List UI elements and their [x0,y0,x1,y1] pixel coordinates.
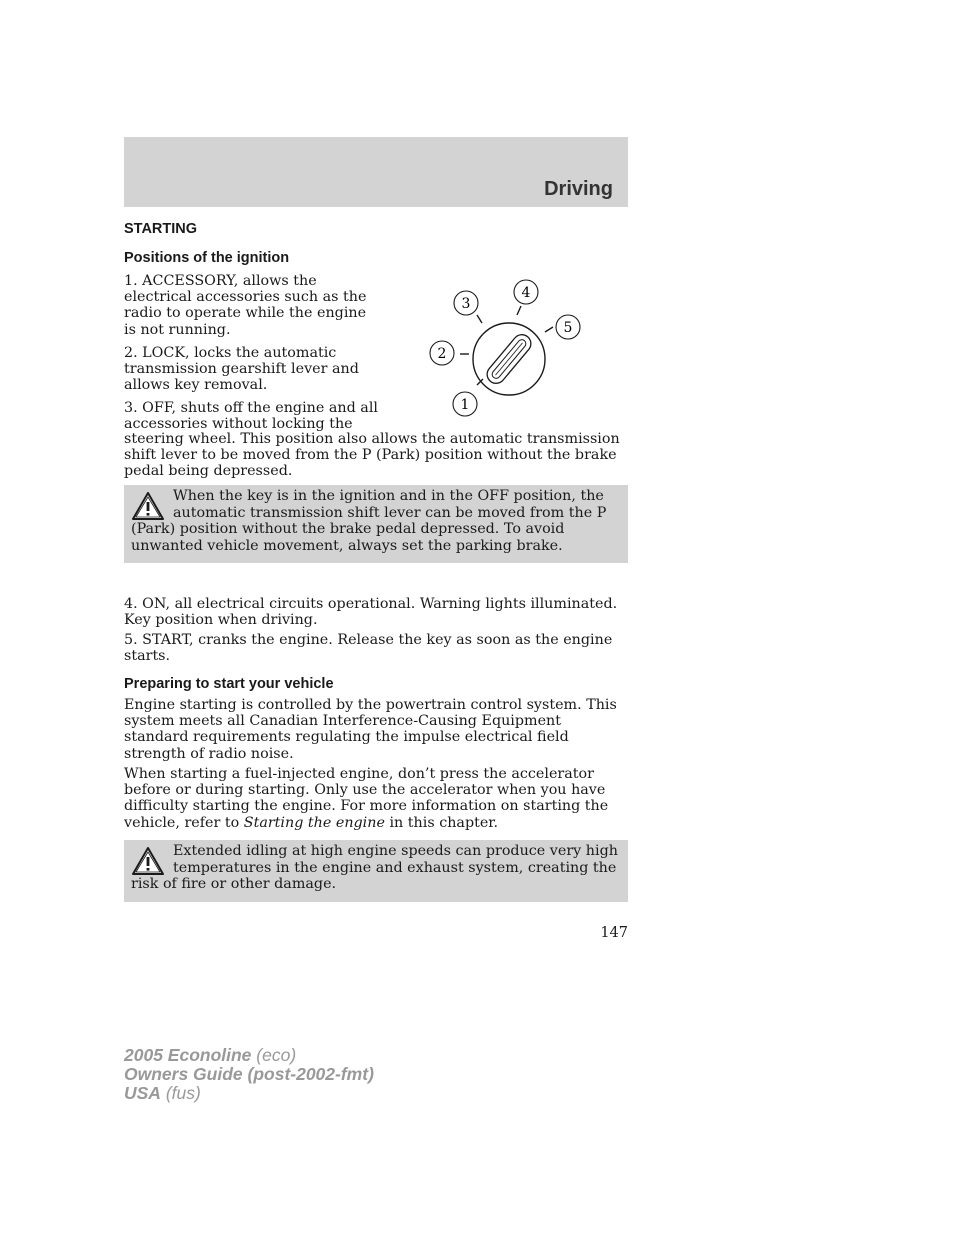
powertrain-paragraph: Engine starting is controlled by the powertrain control system. This system meets all Canadian Interference-Causing Equipment standard requirements regulating the impulse electrical field strength of radio noise. [124,697,617,762]
footer-line-model: 2005 Econoline (eco) [124,1045,297,1065]
warning-triangle-icon [131,491,165,521]
label-4 [514,280,538,304]
item-accessory: 1. ACCESSORY, allows the electrical accessories such as the radio to operate while the engine is not running. [124,273,367,338]
section-title: Driving [544,178,613,200]
warning-text-off-position: When the key is in the ignition and in the OFF position, the automatic transmission shift lever can be moved from the P (Park) position without the brake pedal depressed. To avoid unwanted vehicle movement, always set the parking brake. [131,488,607,554]
item-start: 5. START, cranks the engine. Release the key as soon as the engine starts. [124,632,613,665]
footer-line-market: USA (fus) [124,1083,201,1103]
ignition-diagram [420,272,590,422]
svg-text:5: 5 [563,320,573,336]
preparing-heading: Preparing to start your vehicle [124,676,334,692]
tick-5 [545,327,553,332]
starting-heading: STARTING [124,221,198,237]
svg-text:1: 1 [460,397,470,413]
svg-text:3: 3 [461,296,471,312]
warning-box-off-position [124,485,628,563]
item-on: 4. ON, all electrical circuits operational. Warning lights illuminated. Key position when driving. [124,596,618,629]
svg-text:4: 4 [521,285,531,301]
tick-4 [517,306,521,315]
item-off-part1: 3. OFF, shuts off the engine and all accessories without locking the [124,400,378,433]
warning-text-idling: Extended idling at high engine speeds can produce very high temperatures in the engine and exhaust system, creating the risk of fire or other damage. [131,843,618,893]
item-off-part2: steering wheel. This position also allows the automatic transmission shift lever to be moved from the P (Park) position without the brake pedal being depressed. [124,431,620,480]
warning-box-idling [124,840,628,902]
section-header-band [124,137,628,207]
warning-triangle-icon [131,846,165,876]
page-number: 147 [600,925,628,941]
fuel-injected-tail: in this chapter. [389,814,499,831]
tick-3 [477,315,482,323]
label-5 [556,315,580,339]
fuel-injected-paragraph [124,766,630,831]
item-lock: 2. LOCK, locks the automatic transmission gearshift lever and allows key removal. [124,345,359,394]
label-1 [453,392,477,416]
document-footer [124,1046,374,1103]
fuel-injected-text: When starting a fuel-injected engine, don’t press the accelerator before or during starting. Only use the accelerator when you have difficulty starting the engine. For more information on starting the vehicle, refer to [124,766,609,831]
svg-text:2: 2 [437,346,447,362]
footer-line-guide: Owners Guide (post-2002-fmt) [124,1064,374,1084]
label-3 [454,291,478,315]
ignition-positions-heading: Positions of the ignition [124,250,290,266]
starting-the-engine-reference: Starting the engine [243,814,385,831]
label-2 [430,341,454,365]
